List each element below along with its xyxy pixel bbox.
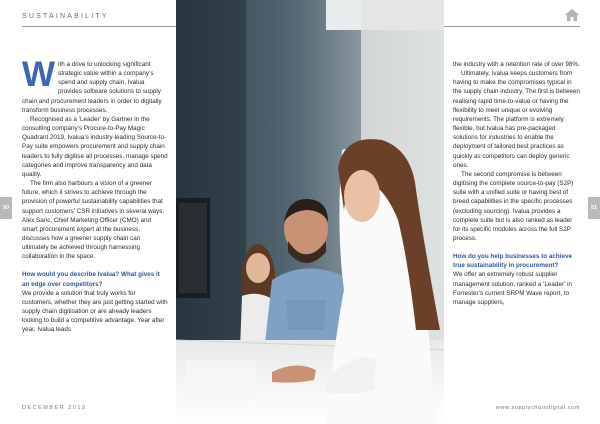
interview-question: How would you describe Ivalua? What gives it an edge over competitors?	[22, 271, 160, 288]
paragraph: The firm also harbours a vision of a greener future, which it strives to achieve through the provision of powerful sustainability capabilities that support customers’ CSR initiatives in several ways. Alex Saric, Chief Marketing Officer (CMO) and smart procurement expert at the business, discusses how a greener supply chain can ultimately be achieved through harnessing collaboration in the space.	[22, 180, 165, 261]
footer-website-link[interactable]: www.supplychaindigital.com	[495, 405, 580, 411]
photo-illustration	[176, 0, 444, 424]
footer-date: DECEMBER 2019	[22, 405, 87, 411]
page-number-left: 50	[0, 197, 12, 219]
interview-answer: We offer an extremely robust supplier management solution, ranked a ‘Leader’ in Forrester’s current SRPM Wave report, to manage suppliers,	[453, 271, 573, 306]
interview-answer: the industry with a retention rate of over 98%.	[453, 61, 580, 68]
paragraph: The second compromise is between digitising the complete source-to-pay (S2P) suite with a unified suite or having best of breed capabilities in the specific processes (excluding sourcing). Ivalua provides a complete suite but is also ranked as leader for its specific modules across the full S2P process.	[453, 170, 574, 242]
lead-paragraph	[22, 55, 168, 115]
interview-question: How do you help businesses to achieve true sustainability in procurement?	[453, 253, 572, 270]
office-meeting-photo	[176, 0, 444, 424]
header-section-label: SUSTAINABILITY	[22, 13, 109, 20]
page-number-right: 51	[588, 197, 600, 219]
interview-answer: We provide a solution that truly works for customers, whether they are just getting started with supply chain digitisation or are already leaders looking to build a competitive advantage. Year after year, Ivalua leads	[22, 289, 168, 334]
lead-text: ith a drive to unlocking significant strategic value within a company’s spend and supply chain, Ivalua provides software solutions to supply chain and procurement leaders in order to digitally transform business processes.	[22, 61, 162, 114]
right-column	[453, 60, 580, 307]
dropcap: W	[22, 55, 56, 94]
header-rule-right	[444, 26, 580, 27]
home-icon[interactable]	[564, 8, 580, 22]
left-column	[22, 55, 168, 335]
paragraph: Ultimately, Ivalua keeps customers from having to make the compromises typical in the supply chain industry. The first is between realising rapid time-to-value or having the flexibility to meet unique or evolving requirements. The platform is extremely flexible, but Ivalua has pre-packaged solutions for industries to enable the deployment of tailored best practices as quickly as competitors can deploy generic ones.	[453, 70, 580, 169]
paragraph: Recognised as a ‘Leader’ by Gartner in the consulting company’s Procure-to-Pay Magic Quadrant 2019, Ivalua’s industry-leading Source-to-Pay suite empowers procurement and supply chain leaders to fully digitise all processes, manage spend categories and improve transparency and data quality.	[22, 115, 168, 178]
header-rule	[22, 26, 176, 27]
